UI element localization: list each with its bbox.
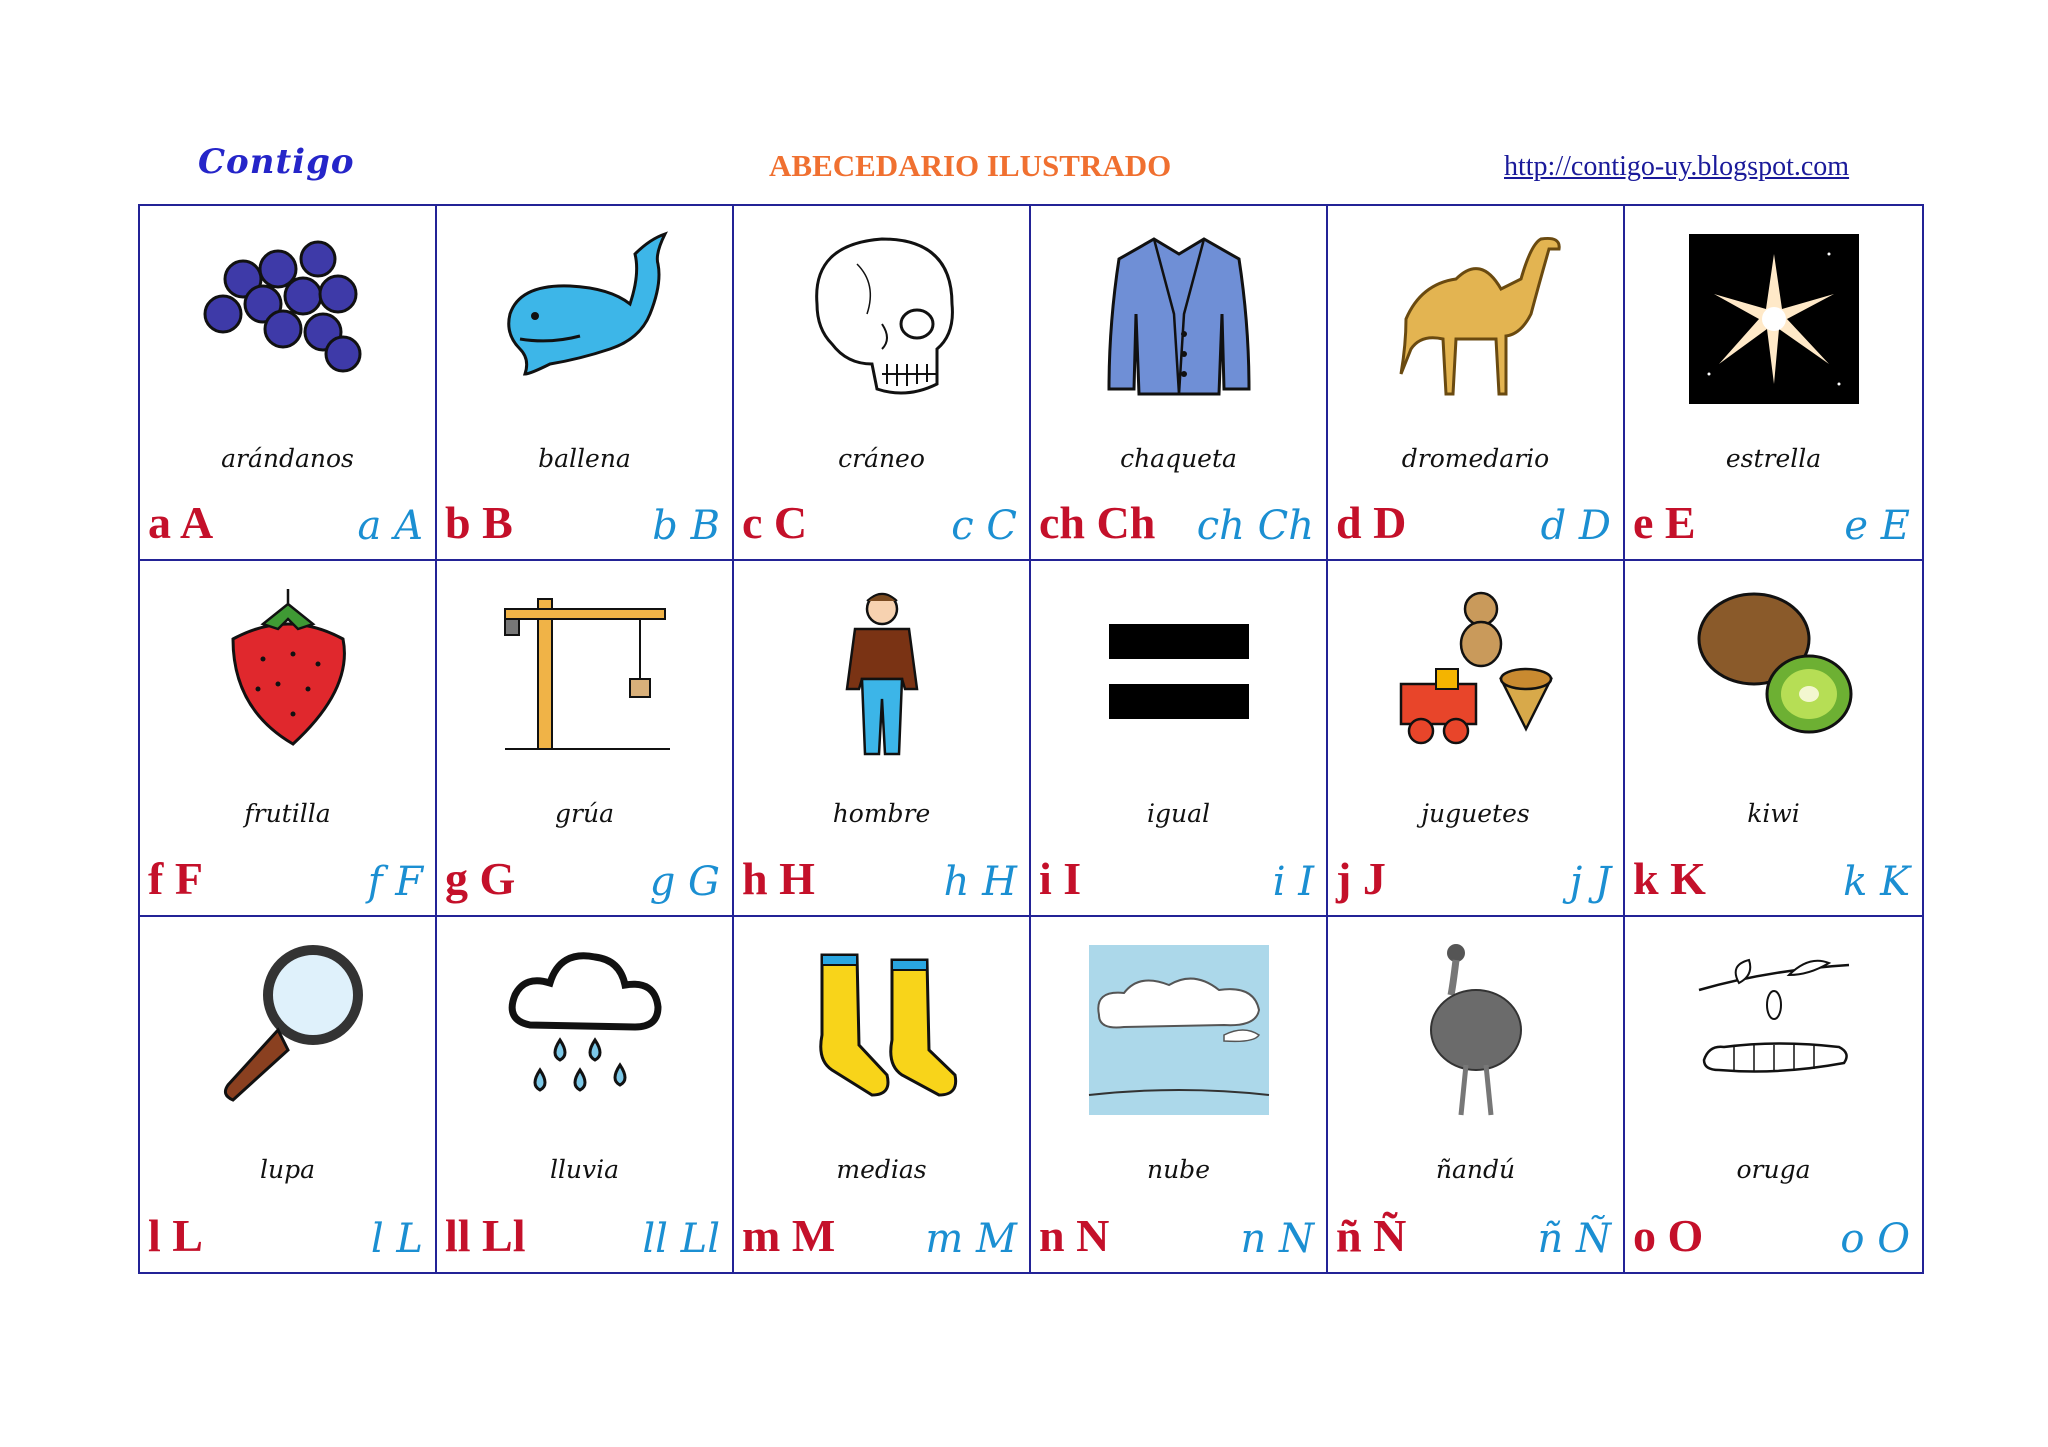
caterpillar-icon (1679, 935, 1869, 1120)
card-word: juguetes (1421, 799, 1530, 829)
cursive-letters: m M (925, 1216, 1017, 1262)
print-letters: h H (742, 852, 815, 904)
cloud-icon (1084, 935, 1274, 1120)
whale-icon (490, 224, 680, 409)
print-letters: k K (1633, 852, 1706, 904)
letter-card-k (1625, 561, 1922, 916)
skull-icon (787, 224, 977, 409)
print-letters: ll Ll (445, 1210, 526, 1261)
card-word: igual (1146, 799, 1210, 829)
cursive-letters: ch Ch (1196, 503, 1314, 550)
equals-icon (1084, 579, 1274, 764)
print-letters: e E (1633, 497, 1696, 549)
card-word: hombre (832, 799, 931, 829)
toys-icon (1381, 579, 1571, 764)
card-word: lluvia (549, 1154, 620, 1184)
card-word: chaqueta (1120, 444, 1237, 473)
card-word: estrella (1725, 444, 1822, 473)
kiwi-icon (1679, 579, 1869, 764)
socks-icon (787, 935, 977, 1120)
letter-card-g (437, 561, 734, 916)
cursive-letters: b B (652, 503, 720, 550)
cursive-letters: c C (951, 503, 1017, 550)
rhea-icon (1381, 935, 1571, 1120)
print-letters: f F (148, 852, 203, 904)
cursive-letters: l L (370, 1216, 423, 1262)
rain-icon (490, 935, 680, 1120)
cursive-letters: n N (1240, 1216, 1314, 1262)
letter-card-d (1328, 206, 1625, 561)
jacket-icon (1084, 224, 1274, 409)
print-letters: j J (1336, 852, 1386, 904)
cursive-letters: j J (1569, 858, 1611, 905)
card-word: ñandú (1435, 1154, 1516, 1184)
card-word: arándanos (221, 444, 354, 473)
letter-card-ch (1031, 206, 1328, 561)
letter-card-e (1625, 206, 1922, 561)
print-letters: m M (742, 1210, 836, 1261)
card-word: nube (1146, 1154, 1210, 1184)
letter-card-f (140, 561, 437, 916)
cursive-letters: e E (1844, 503, 1910, 550)
print-letters: d D (1336, 497, 1407, 549)
cursive-letters: f F (367, 858, 423, 905)
print-letters: b B (445, 497, 513, 549)
letter-card-c (734, 206, 1031, 561)
letter-card-enye (1328, 917, 1625, 1272)
cursive-letters: h H (943, 858, 1017, 905)
magnifier-icon (193, 935, 383, 1120)
letter-card-i (1031, 561, 1328, 916)
card-word: oruga (1736, 1154, 1811, 1184)
letter-card-l (140, 917, 437, 1272)
card-word: grúa (555, 799, 614, 829)
cursive-letters: a A (357, 503, 423, 550)
card-word: cráneo (838, 444, 925, 473)
card-word: ballena (538, 444, 631, 473)
cursive-letters: o O (1840, 1216, 1910, 1262)
card-word: lupa (259, 1154, 315, 1184)
crane-icon (490, 579, 680, 764)
cursive-letters: ll Ll (642, 1216, 720, 1262)
man-icon (787, 579, 977, 764)
print-letters: o O (1633, 1210, 1704, 1261)
print-letters: g G (445, 852, 516, 904)
letter-card-h (734, 561, 1031, 916)
print-letters: a A (148, 497, 214, 549)
print-letters: c C (742, 497, 808, 549)
cursive-letters: ñ Ñ (1537, 1216, 1611, 1262)
print-letters: l L (148, 1210, 203, 1261)
cursive-letters: i I (1272, 858, 1314, 905)
blog-link[interactable]: http://contigo-uy.blogspot.com (1504, 151, 1850, 182)
print-letters: n N (1039, 1210, 1110, 1261)
cursive-letters: k K (1843, 858, 1910, 905)
print-letters: ñ Ñ (1336, 1210, 1407, 1261)
cursive-letters: d D (1540, 503, 1611, 550)
letter-card-o (1625, 917, 1922, 1272)
letter-card-ll (437, 917, 734, 1272)
print-letters: i I (1039, 852, 1082, 904)
letter-card-a (140, 206, 437, 561)
brand-logo: Contigo (198, 142, 355, 182)
letter-card-n (1031, 917, 1328, 1272)
star-icon (1679, 224, 1869, 409)
strawberry-icon (193, 579, 383, 764)
letter-card-j (1328, 561, 1625, 916)
letter-card-b (437, 206, 734, 561)
blueberries-icon (193, 224, 383, 409)
cursive-letters: g G (649, 858, 720, 905)
print-letters: ch Ch (1039, 497, 1156, 549)
card-word: dromedario (1401, 444, 1550, 473)
card-word: kiwi (1747, 799, 1800, 829)
card-word: medias (836, 1154, 927, 1184)
alphabet-grid (138, 204, 1924, 1274)
letter-card-m (734, 917, 1031, 1272)
camel-icon (1381, 224, 1571, 409)
page-title: ABECEDARIO ILUSTRADO (769, 148, 1172, 183)
card-word: frutilla (244, 799, 331, 829)
